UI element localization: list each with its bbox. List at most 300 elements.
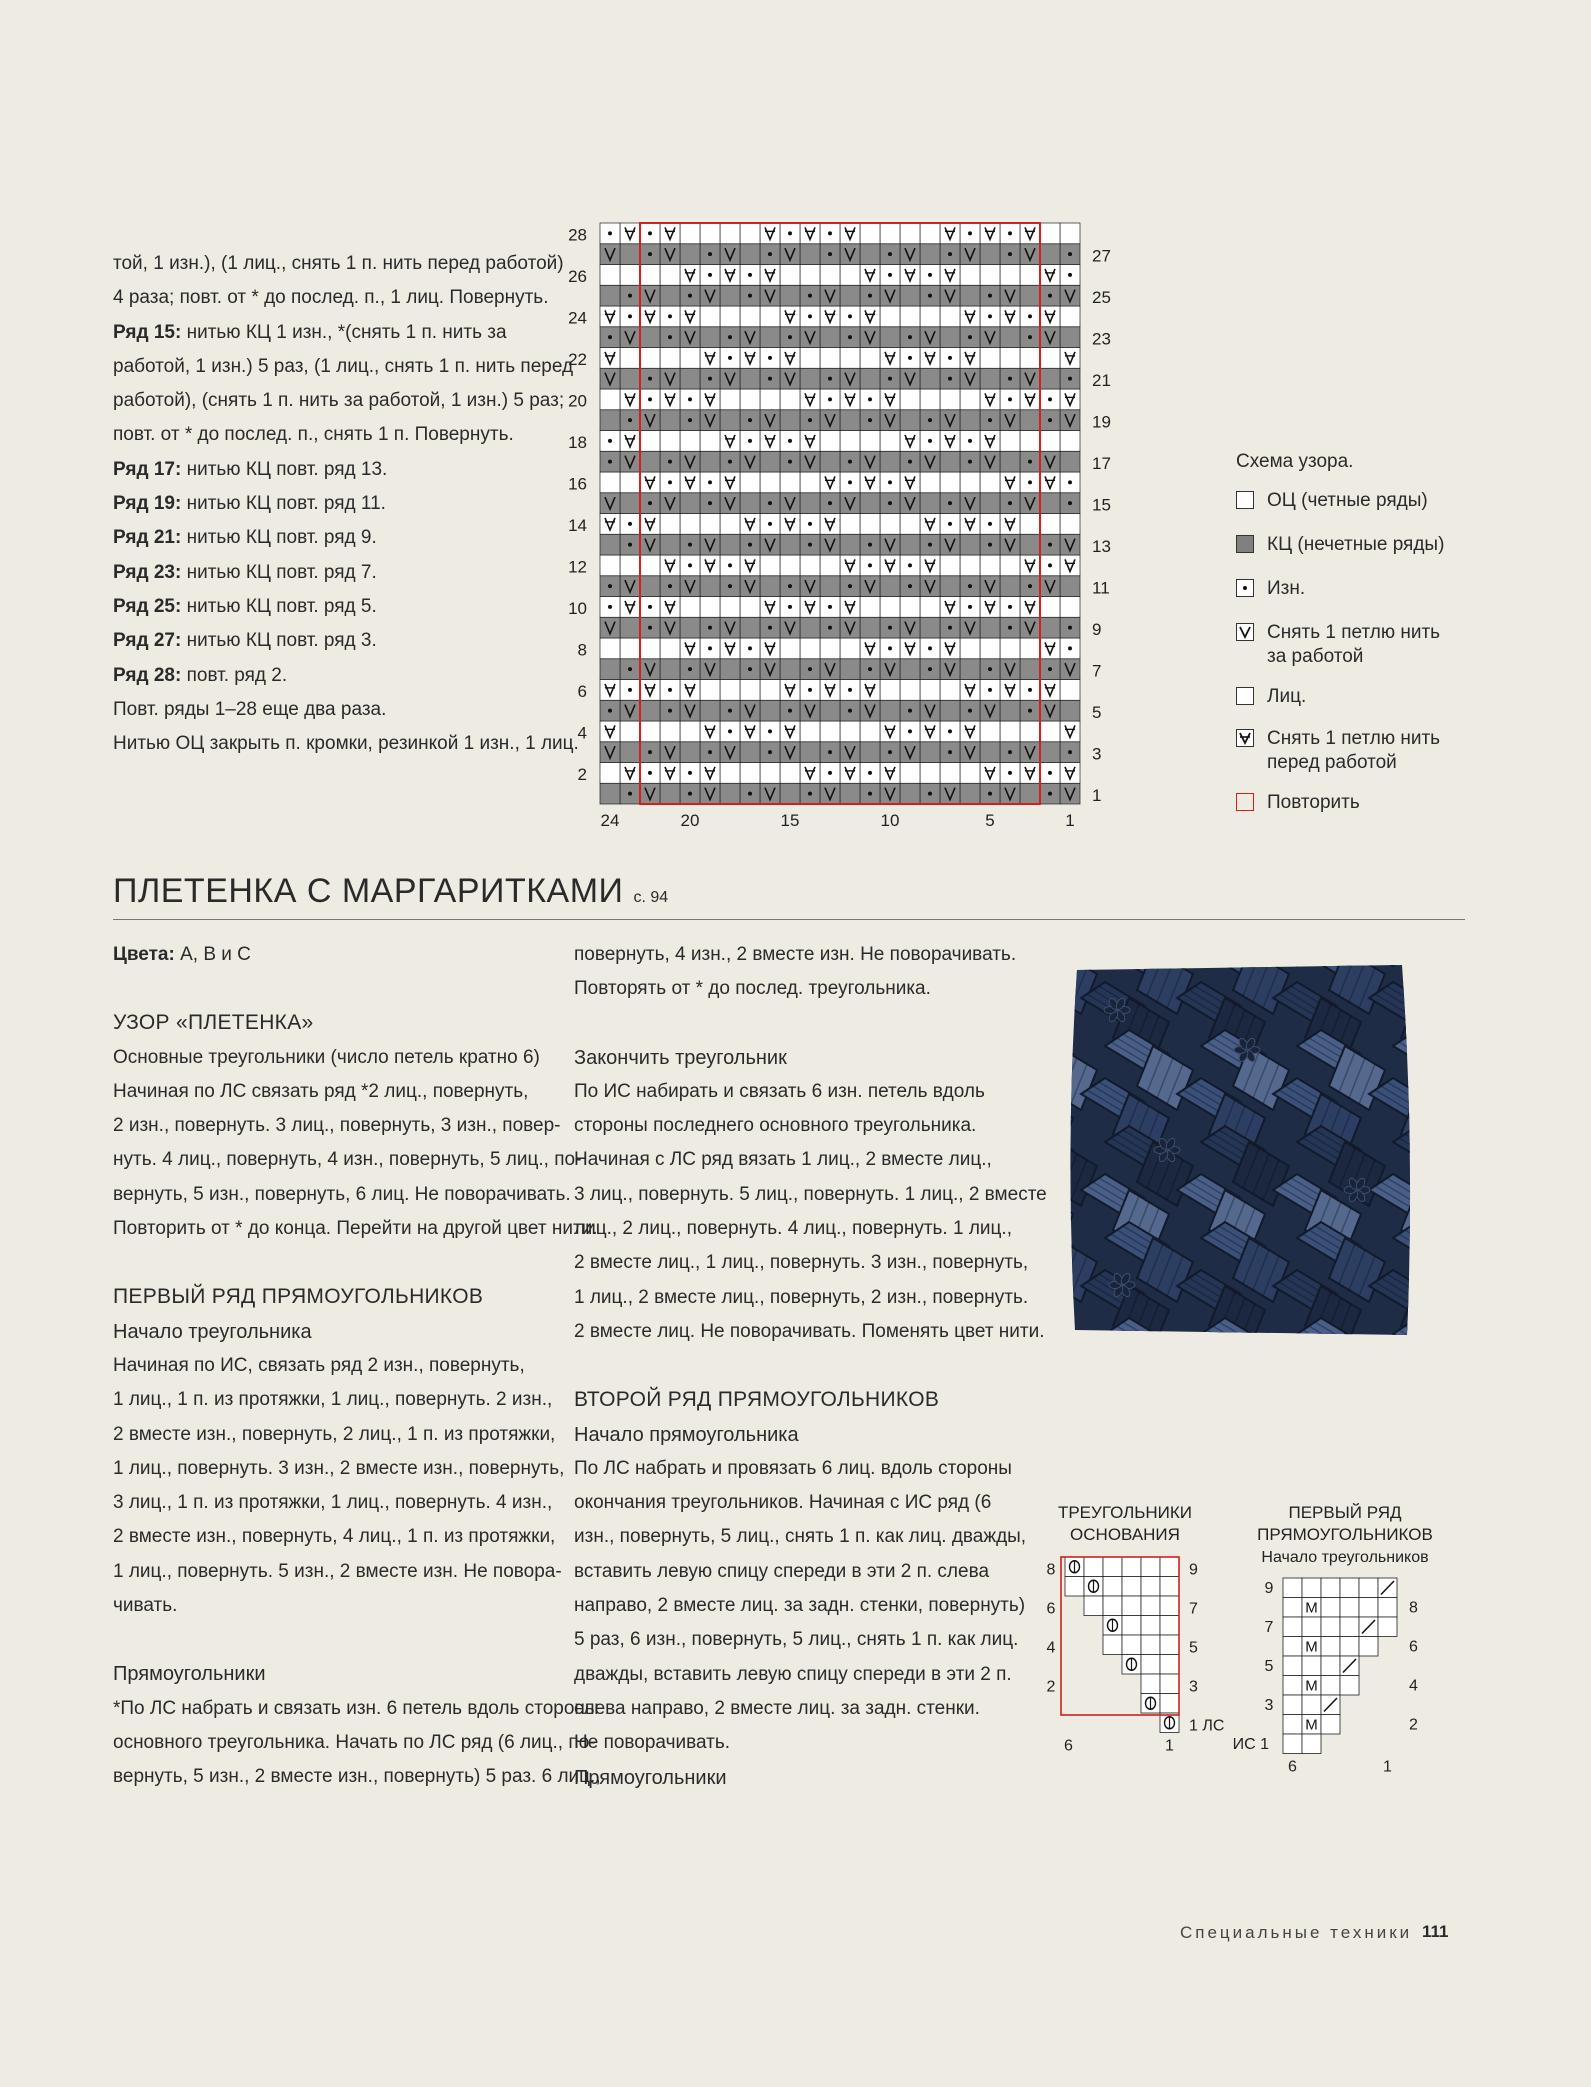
chart-cell xyxy=(640,555,660,576)
sub-heading: Прямоугольники xyxy=(113,1663,266,1686)
row-number: 1 xyxy=(1092,785,1102,805)
chart-cell xyxy=(1040,742,1060,763)
chart-cell xyxy=(920,763,940,784)
chart-cell xyxy=(920,223,940,244)
purl-dot-icon xyxy=(1028,480,1032,484)
chart-cell xyxy=(1060,576,1080,597)
chart-cell xyxy=(1060,597,1080,618)
chart-cell xyxy=(660,534,680,555)
legend-label-text: Повторить xyxy=(1267,792,1360,813)
chart-cell xyxy=(780,638,800,659)
purl-dot-icon xyxy=(888,646,892,650)
purl-dot-icon xyxy=(1028,314,1032,318)
purl-dot-icon xyxy=(848,584,852,588)
chart-cell xyxy=(960,265,980,286)
chart-cell xyxy=(680,223,700,244)
purl-dot-icon xyxy=(968,460,972,464)
schematic-cell xyxy=(1103,1557,1122,1577)
chart-cell xyxy=(1020,265,1040,286)
purl-dot-icon xyxy=(828,750,832,754)
chart-cell xyxy=(700,597,720,618)
chart-cell xyxy=(640,721,660,742)
chart-cell xyxy=(720,223,740,244)
purl-dot-icon xyxy=(668,480,672,484)
line-text: вставить левую спицу спереди в эти 2 п. слева xyxy=(574,1560,990,1582)
schematic-cell xyxy=(1283,1617,1302,1637)
purl-dot-icon xyxy=(908,563,912,567)
chart-cell xyxy=(680,244,700,265)
chart-cell xyxy=(1000,638,1020,659)
chart-cell xyxy=(680,493,700,514)
schematic-cell xyxy=(1340,1617,1359,1637)
purl-dot-icon xyxy=(968,335,972,339)
purl-dot-icon xyxy=(708,377,712,381)
schematic-cell xyxy=(1359,1637,1378,1657)
schematic-cell xyxy=(1283,1715,1302,1735)
legend-label xyxy=(1267,489,1428,513)
purl-dot-icon xyxy=(888,626,892,630)
chart-cell xyxy=(920,680,940,701)
schematic-cell xyxy=(1283,1656,1302,1676)
text-line xyxy=(113,350,579,384)
line-text: 2 вместе лиц., 1 лиц., повернуть. 3 изн., повернуть, xyxy=(574,1252,1029,1274)
purl-dot-icon xyxy=(688,771,692,775)
text-line xyxy=(574,938,1047,972)
purl-dot-icon xyxy=(1048,667,1052,671)
chart-cell xyxy=(800,617,820,638)
row-number: 18 xyxy=(568,433,587,453)
text-line xyxy=(574,972,1047,1006)
chart-cell xyxy=(900,389,920,410)
chart-cell xyxy=(660,348,680,369)
legend-label xyxy=(1267,621,1440,669)
line-text: нитью КЦ повт. ряд 5. xyxy=(181,595,377,617)
chart-cell xyxy=(980,555,1000,576)
text-line xyxy=(574,1281,1047,1315)
purl-dot-icon xyxy=(888,480,892,484)
purl-dot-icon xyxy=(608,231,612,235)
schematic-cell xyxy=(1302,1617,1321,1637)
chart-cell xyxy=(980,742,1000,763)
spacer xyxy=(113,1623,601,1657)
line-text: лиц., 2 лиц., повернуть. 4 лиц., повернуть. 1 лиц., xyxy=(574,1218,1012,1240)
text-line xyxy=(113,1692,601,1726)
row-number: 22 xyxy=(568,350,587,370)
purl-dot-icon xyxy=(808,667,812,671)
purl-dot-icon xyxy=(988,314,992,318)
line-text: нитью КЦ 1 изн., *(снять 1 п. нить за xyxy=(181,321,507,343)
chart-cell xyxy=(720,783,740,804)
chart-cell xyxy=(940,763,960,784)
schematic-cell xyxy=(1141,1596,1160,1616)
first-row-rectangles-schematic xyxy=(1232,1500,1465,1800)
text-line xyxy=(113,727,579,761)
purl-dot-icon xyxy=(868,294,872,298)
chart-cell xyxy=(840,348,860,369)
chart-cell xyxy=(880,514,900,535)
schematic-title: ОСНОВАНИЯ xyxy=(1070,1525,1180,1544)
legend-label xyxy=(1267,533,1444,557)
purl-dot-icon xyxy=(868,792,872,796)
purl-dot-icon xyxy=(688,543,692,547)
purl-dot-icon xyxy=(728,563,732,567)
purl-dot-icon xyxy=(828,377,832,381)
purl-dot-icon xyxy=(608,584,612,588)
chart-cell xyxy=(960,534,980,555)
chart-cell xyxy=(680,368,700,389)
legend-item xyxy=(1236,533,1445,557)
line-text: стороны последнего основного треугольника. xyxy=(574,1115,977,1137)
purl-dot-icon xyxy=(968,439,972,443)
text-line xyxy=(113,487,579,521)
chart-cell xyxy=(660,285,680,306)
legend-swatch-icon xyxy=(1236,793,1254,811)
chart-cell xyxy=(720,597,740,618)
chart-cell xyxy=(1060,306,1080,327)
line-text: 5 раз, 6 изн., повернуть, 5 лиц., снять 1 п. как лиц. xyxy=(574,1629,1019,1651)
purl-dot-icon xyxy=(1068,252,1072,256)
line-text: направо, 2 вместе лиц. за задн. стенки, повернуть) xyxy=(574,1595,1026,1617)
chart-cell xyxy=(1020,721,1040,742)
purl-dot-icon xyxy=(1068,750,1072,754)
row-number: 25 xyxy=(1092,287,1111,307)
row-number: 4 xyxy=(577,723,587,743)
text-line xyxy=(113,281,579,315)
schematic-cell xyxy=(1283,1578,1302,1598)
chart-cell xyxy=(660,659,680,680)
purl-dot-icon xyxy=(928,418,932,422)
chart-cell xyxy=(600,659,620,680)
purl-dot-icon xyxy=(688,418,692,422)
schematic-cell xyxy=(1103,1635,1122,1655)
chart-cell xyxy=(700,431,720,452)
purl-dot-icon xyxy=(1028,335,1032,339)
chart-cell xyxy=(640,451,660,472)
chart-cell xyxy=(620,472,640,493)
chart-cell xyxy=(860,368,880,389)
chart-cell xyxy=(780,763,800,784)
chart-cell xyxy=(700,680,720,701)
schematic-cell xyxy=(1122,1557,1141,1577)
chart-cell xyxy=(780,472,800,493)
text-line xyxy=(574,1246,1047,1280)
purl-dot-icon xyxy=(1048,563,1052,567)
chart-cell xyxy=(1020,431,1040,452)
purl-dot-icon xyxy=(708,750,712,754)
purl-dot-icon xyxy=(948,356,952,360)
row-number: 14 xyxy=(568,516,587,536)
legend-label-text: Снять 1 петлю нить xyxy=(1267,622,1441,643)
chart-cell xyxy=(960,638,980,659)
purl-dot-icon xyxy=(928,294,932,298)
chart-cell xyxy=(940,472,960,493)
legend-item xyxy=(1236,791,1360,815)
schematic-cell xyxy=(1359,1598,1378,1618)
line-text: чивать. xyxy=(113,1595,178,1617)
purl-dot-icon xyxy=(888,252,892,256)
chart-cell xyxy=(980,493,1000,514)
chart-cell xyxy=(660,265,680,286)
chart-cell xyxy=(740,617,760,638)
purl-dot-icon xyxy=(648,750,652,754)
chart-cell xyxy=(900,783,920,804)
chart-cell xyxy=(1020,285,1040,306)
purl-dot-icon xyxy=(1048,792,1052,796)
chart-cell xyxy=(1000,576,1020,597)
row-number: 27 xyxy=(1092,246,1111,266)
chart-cell xyxy=(940,306,960,327)
purl-dot-icon xyxy=(1008,377,1012,381)
chart-cell xyxy=(800,244,820,265)
line-text: 3 лиц., 1 п. из протяжки, 1 лиц., повернуть. 4 изн., xyxy=(113,1492,553,1514)
chart-cell xyxy=(1000,721,1020,742)
purl-dot-icon xyxy=(848,709,852,713)
schematic-cell xyxy=(1340,1676,1359,1696)
chart-cell xyxy=(1020,348,1040,369)
purl-dot-icon xyxy=(788,605,792,609)
knitted-swatch-photo xyxy=(1057,950,1422,1350)
chart-cell xyxy=(860,431,880,452)
chart-cell xyxy=(720,306,740,327)
legend-item xyxy=(1236,727,1441,773)
line-text: 1 лиц., повернуть. 3 изн., 2 вместе изн., повернуть, xyxy=(113,1457,565,1479)
purl-dot-icon xyxy=(828,252,832,256)
chart-cell xyxy=(720,410,740,431)
text-line xyxy=(113,1212,601,1246)
line-text: 1 лиц., 2 вместе лиц., повернуть, 2 изн., повернуть. xyxy=(574,1286,1029,1308)
chart-cell xyxy=(640,638,660,659)
chart-cell xyxy=(720,659,740,680)
chart-cell xyxy=(800,555,820,576)
chart-cell xyxy=(960,410,980,431)
schematic-cell xyxy=(1283,1598,1302,1618)
chart-cell xyxy=(860,348,880,369)
chart-cell xyxy=(760,680,780,701)
purl-dot-icon xyxy=(768,356,772,360)
purl-dot-icon xyxy=(868,667,872,671)
row-number: 6 xyxy=(1046,1600,1056,1618)
chart-cell xyxy=(880,451,900,472)
chart-cell xyxy=(740,472,760,493)
purl-dot-icon xyxy=(1008,750,1012,754)
make-one-icon: М xyxy=(1305,1638,1318,1656)
chart-cell xyxy=(840,783,860,804)
instructions-continued xyxy=(113,247,579,761)
purl-dot-icon xyxy=(648,626,652,630)
text-line xyxy=(113,1383,601,1417)
chart-cell xyxy=(880,306,900,327)
chart-cell xyxy=(600,472,620,493)
row-number: 3 xyxy=(1092,744,1102,764)
chart-cell xyxy=(860,742,880,763)
purl-dot-icon xyxy=(688,667,692,671)
chart-cell xyxy=(880,431,900,452)
chart-cell xyxy=(840,721,860,742)
chart-cell xyxy=(920,742,940,763)
chart-cell xyxy=(680,742,700,763)
line-text: 3 лиц., повернуть. 5 лиц., повернуть. 1 лиц., 2 вместе xyxy=(574,1183,1047,1205)
spacer xyxy=(574,1007,1047,1041)
row-number: 10 xyxy=(568,599,587,619)
footer-section-name: Специальные техники xyxy=(1180,1923,1413,1942)
chart-cell xyxy=(820,700,840,721)
purl-dot-icon xyxy=(668,335,672,339)
chart-cell xyxy=(620,348,640,369)
schematic-cell xyxy=(1160,1557,1179,1577)
schematic-cell xyxy=(1103,1596,1122,1616)
schematic-cell xyxy=(1321,1715,1340,1735)
row-number: 7 xyxy=(1092,661,1102,681)
purl-dot-icon xyxy=(828,231,832,235)
purl-dot-icon xyxy=(888,273,892,277)
line-text: 4 раза; повт. от * до послед. п., 1 лиц. Повернуть. xyxy=(113,287,549,309)
purl-dot-icon xyxy=(628,688,632,692)
chart-cell xyxy=(1040,493,1060,514)
legend-label-text: перед работой xyxy=(1267,752,1397,773)
chart-cell xyxy=(880,576,900,597)
schematic-cell xyxy=(1283,1695,1302,1715)
column-number: 15 xyxy=(780,811,800,830)
row-number: 2 xyxy=(577,765,587,785)
row-number: 26 xyxy=(568,267,587,287)
purl-dot-icon xyxy=(628,418,632,422)
text-line xyxy=(113,384,579,418)
schematic-title: ПРЯМОУГОЛЬНИКОВ xyxy=(1257,1525,1433,1544)
purl-dot-icon xyxy=(908,584,912,588)
chart-cell xyxy=(800,472,820,493)
row-number: 17 xyxy=(1092,453,1111,473)
chart-cell xyxy=(840,638,860,659)
purl-dot-icon xyxy=(948,626,952,630)
column-number: 10 xyxy=(880,811,900,830)
purl-dot-icon xyxy=(1008,231,1012,235)
chart-cell xyxy=(680,721,700,742)
row-number: 2 xyxy=(1409,1716,1418,1734)
purl-dot-icon xyxy=(628,522,632,526)
purl-dot-icon xyxy=(1008,626,1012,630)
chart-cell xyxy=(1020,514,1040,535)
purl-dot-icon xyxy=(1008,397,1012,401)
line-text: нитью КЦ повт. ряд 13. xyxy=(181,458,388,480)
chart-cell xyxy=(920,306,940,327)
row-number: 9 xyxy=(1189,1561,1198,1579)
schematic-cell xyxy=(1321,1637,1340,1657)
chart-cell xyxy=(700,451,720,472)
chart-cell xyxy=(980,617,1000,638)
purl-dot-icon xyxy=(1068,377,1072,381)
purl-dot-icon xyxy=(728,729,732,733)
schematic-cell xyxy=(1084,1557,1103,1577)
line-text: Начиная по ЛС связать ряд *2 лиц., повернуть, xyxy=(113,1080,529,1102)
purl-dot-icon xyxy=(948,377,952,381)
chart-cell xyxy=(1060,700,1080,721)
text-line xyxy=(113,521,579,555)
schematic-cell xyxy=(1283,1734,1302,1754)
chart-cell xyxy=(1060,680,1080,701)
purl-dot-icon xyxy=(948,501,952,505)
line-text: повт. от * до послед. п., снять 1 п. Повернуть. xyxy=(113,424,514,446)
chart-cell xyxy=(1060,327,1080,348)
chart-cell xyxy=(780,534,800,555)
text-line xyxy=(574,1589,1047,1623)
line-text: изн., повернуть, 5 лиц., снять 1 п. как лиц. дважды, xyxy=(574,1526,1027,1548)
sub-heading: Прямоугольники xyxy=(574,1766,727,1789)
row-number: 4 xyxy=(1046,1639,1056,1657)
purl-dot-icon xyxy=(728,460,732,464)
schematic-cell xyxy=(1160,1635,1179,1655)
purl-dot-icon xyxy=(808,418,812,422)
purl-dot-icon xyxy=(988,543,992,547)
chart-cell xyxy=(600,410,620,431)
row-number: 6 xyxy=(1409,1638,1418,1656)
chart-cell xyxy=(740,368,760,389)
purl-dot-icon xyxy=(608,709,612,713)
chart-cell xyxy=(800,265,820,286)
schematic-cell xyxy=(1141,1577,1160,1597)
column-number: 1 xyxy=(1065,811,1075,830)
chart-cell xyxy=(980,265,1000,286)
text-line xyxy=(574,1452,1047,1486)
chart-cell xyxy=(1000,431,1020,452)
chart-cell xyxy=(680,514,700,535)
chart-cell xyxy=(740,306,760,327)
line-text: 1 лиц., повернуть. 5 изн., 2 вместе изн. Не повора- xyxy=(113,1560,562,1582)
purl-dot-icon xyxy=(768,729,772,733)
purl-dot-icon xyxy=(788,439,792,443)
chart-cell xyxy=(860,721,880,742)
row-number: 7 xyxy=(1189,1600,1198,1618)
purl-dot-icon xyxy=(728,335,732,339)
text-line xyxy=(113,1109,601,1143)
text-line xyxy=(574,1692,1047,1726)
row-number: 7 xyxy=(1264,1619,1274,1636)
chart-cell xyxy=(1060,451,1080,472)
text-line xyxy=(574,1726,1047,1760)
row-number: 16 xyxy=(568,474,587,494)
purl-dot-icon xyxy=(868,418,872,422)
column-number: 1 xyxy=(1165,1737,1174,1755)
column-2 xyxy=(574,938,1047,1795)
chart-cell xyxy=(960,285,980,306)
chart-cell xyxy=(600,265,620,286)
purl-dot-icon xyxy=(848,335,852,339)
purl-dot-icon xyxy=(808,314,812,318)
chart-cell xyxy=(640,348,660,369)
purl-dot-icon xyxy=(648,605,652,609)
schematic-cell xyxy=(1160,1674,1179,1694)
column-1 xyxy=(113,938,601,1795)
purl-dot-icon xyxy=(1028,709,1032,713)
chart-cell xyxy=(860,617,880,638)
purl-dot-icon xyxy=(608,439,612,443)
line-text: повернуть, 4 изн., 2 вместе изн. Не поворачивать. xyxy=(574,944,1017,965)
chart-cell xyxy=(940,576,960,597)
text-line xyxy=(113,1520,601,1554)
chart-cell xyxy=(740,597,760,618)
chart-cell xyxy=(940,389,960,410)
chart-cell xyxy=(1020,659,1040,680)
chart-cell xyxy=(1000,555,1020,576)
chart-cell xyxy=(940,327,960,348)
chart-cell xyxy=(840,534,860,555)
purl-dot-icon xyxy=(828,605,832,609)
chart-cell xyxy=(660,783,680,804)
purl-dot-icon xyxy=(668,688,672,692)
chart-cell xyxy=(900,306,920,327)
purl-dot-icon xyxy=(968,231,972,235)
purl-dot-icon xyxy=(648,231,652,235)
schematic-cell xyxy=(1302,1695,1321,1715)
